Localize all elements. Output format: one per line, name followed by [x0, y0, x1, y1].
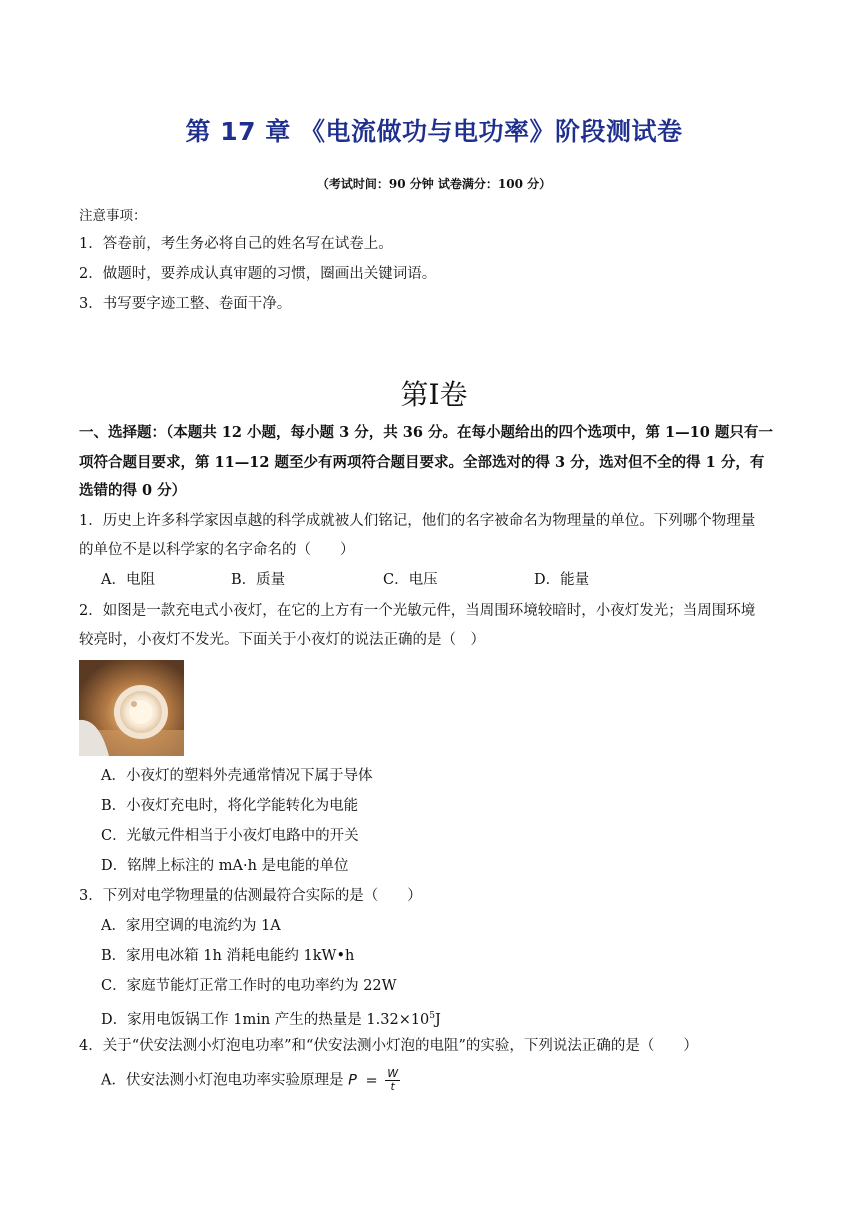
question-2-text: 2．如图是一款充电式小夜灯，在它的上方有一个光敏元件，当周围环境较暗时，小夜灯发光；当周围环境	[79, 603, 756, 619]
q2-option-b: B．小夜灯充电时，将化学能转化为电能	[101, 798, 359, 814]
q3-option-d-exponent: 5	[429, 1011, 436, 1021]
question-2-text: 较亮时，小夜灯不发光。下面关于小夜灯的说法正确的是（ ）	[79, 632, 485, 648]
q1-option-b: B．质量	[231, 572, 286, 588]
q3-option-c: C．家庭节能灯正常工作时的电功率约为 22W	[101, 978, 397, 994]
formula-fraction	[385, 1068, 400, 1093]
question-3-text: 3．下列对电学物理量的估测最符合实际的是（ ）	[79, 888, 422, 904]
q2-option-a: A．小夜灯的塑料外壳通常情况下属于导体	[101, 768, 373, 784]
section-title: 第Ⅰ卷	[400, 378, 468, 411]
q4-option-a	[101, 1068, 400, 1093]
q1-option-a: A．电阻	[101, 572, 155, 588]
q3-option-d	[101, 1006, 441, 1030]
section-instruction: 一、选择题：（本题共 12 小题，每小题 3 分，共 36 分。在每小题给出的四个选项中，第 1—10 题只有一	[79, 424, 773, 441]
section-instruction: 选错的得 0 分）	[79, 482, 187, 499]
q2-option-d: D．铭牌上标注的 mA·h 是电能的单位	[101, 858, 349, 874]
q3-option-b: B．家用电冰箱 1h 消耗电能约 1kW•h	[101, 948, 355, 964]
note-item: 1．答卷前，考生务必将自己的姓名写在试卷上。	[79, 236, 393, 252]
formula-numerator: W	[387, 1067, 399, 1080]
q1-option-c: C．电压	[383, 572, 438, 588]
q1-option-d: D．能量	[534, 572, 590, 588]
note-item: 2．做题时，要养成认真审题的习惯，圈画出关键词语。	[79, 266, 437, 282]
formula-lhs: P	[348, 1072, 357, 1089]
q2-option-c: C．光敏元件相当于小夜灯电路中的开关	[101, 828, 359, 844]
exam-subtitle: （考试时间：90 分钟 试卷满分：100 分）	[316, 177, 552, 191]
night-light-photo	[79, 660, 184, 756]
note-item: 3．书写要字迹工整、卷面干净。	[79, 296, 292, 312]
q4-option-a-text: A．伏安法测小灯泡电功率实验原理是	[101, 1072, 344, 1089]
question-4-text: 4．关于“伏安法测小灯泡电功率”和“伏安法测小灯泡的电阻”的实验，下列说法正确的是（ ）	[79, 1038, 698, 1054]
formula-equals: =	[365, 1072, 378, 1089]
exam-title: 第 17 章 《电流做功与电功率》阶段测试卷	[185, 117, 683, 146]
notes-heading: 注意事项：	[79, 208, 147, 224]
q3-option-d-text: D．家用电饭锅工作 1min 产生的热量是 1.32×10	[101, 1011, 430, 1028]
question-1-text: 1．历史上许多科学家因卓越的科学成就被人们铭记，他们的名字被命名为物理量的单位。下列哪个物理量	[79, 513, 756, 529]
q3-option-a: A．家用空调的电流约为 1A	[101, 918, 281, 934]
question-1-text: 的单位不是以科学家的名字命名的（ ）	[79, 542, 355, 558]
section-instruction: 项符合题目要求，第 11—12 题至少有两项符合题目要求。全部选对的得 3 分，选对但不全的得 1 分，有	[79, 454, 765, 471]
formula-denominator: t	[390, 1080, 395, 1093]
q3-option-d-unit: J	[435, 1011, 441, 1028]
